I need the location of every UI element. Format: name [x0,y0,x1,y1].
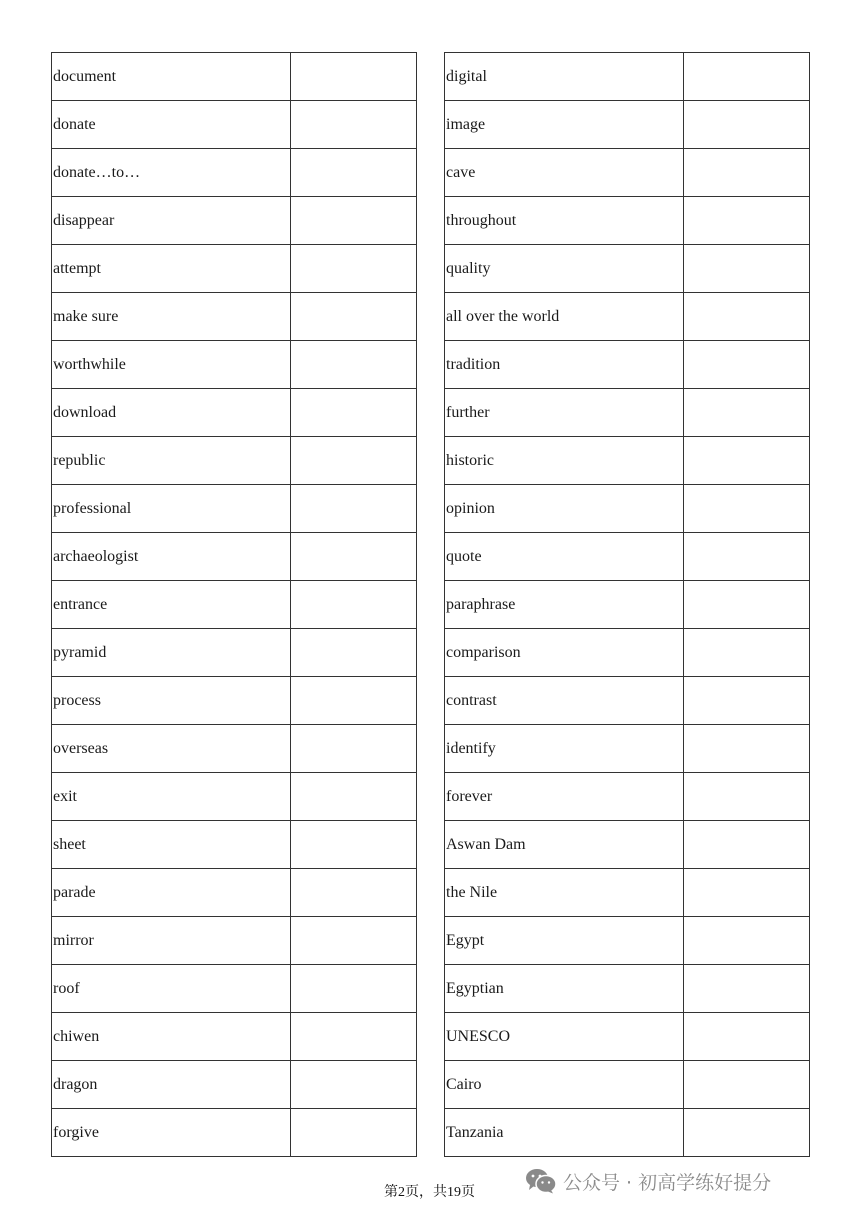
vocab-row [52,533,417,581]
answer-blank-cell [684,245,810,293]
vocab-word: Egyptian [445,965,684,1013]
vocab-row [52,917,417,965]
vocab-word: Cairo [445,1061,684,1109]
answer-blank-cell [291,821,417,869]
vocab-row [445,197,810,245]
vocab-word: mirror [52,917,291,965]
answer-blank-cell [291,389,417,437]
answer-blank-cell [291,533,417,581]
vocab-word: Aswan Dam [445,821,684,869]
vocab-word: digital [445,53,684,101]
answer-blank-cell [291,293,417,341]
vocab-word: parade [52,869,291,917]
vocab-row [445,53,810,101]
vocab-word: pyramid [52,629,291,677]
vocab-word: Tanzania [445,1109,684,1157]
answer-blank-cell [684,773,810,821]
answer-blank-cell [684,1061,810,1109]
answer-blank-cell [684,389,810,437]
answer-blank-cell [684,101,810,149]
vocab-row [445,965,810,1013]
vocab-row [445,1061,810,1109]
vocab-row [52,1013,417,1061]
answer-blank-cell [684,965,810,1013]
vocab-word: worthwhile [52,341,291,389]
answer-blank-cell [291,149,417,197]
vocab-row [52,677,417,725]
answer-blank-cell [291,581,417,629]
vocab-word: further [445,389,684,437]
answer-blank-cell [684,53,810,101]
vocab-row [445,389,810,437]
vocab-word: forgive [52,1109,291,1157]
vocab-row [52,965,417,1013]
vocab-word: dragon [52,1061,291,1109]
vocab-row [445,341,810,389]
vocab-row [52,485,417,533]
vocab-word: document [52,53,291,101]
vocab-row [445,917,810,965]
vocab-row [445,1109,810,1157]
vocab-word: opinion [445,485,684,533]
vocab-word: quote [445,533,684,581]
answer-blank-cell [291,677,417,725]
vocab-row [52,245,417,293]
answer-blank-cell [684,917,810,965]
vocab-word: donate…to… [52,149,291,197]
vocab-word: quality [445,245,684,293]
vocab-row [445,1013,810,1061]
vocab-row [52,293,417,341]
vocab-word: historic [445,437,684,485]
answer-blank-cell [684,341,810,389]
vocab-row [52,53,417,101]
vocab-row [445,629,810,677]
answer-blank-cell [684,1013,810,1061]
answer-blank-cell [291,53,417,101]
answer-blank-cell [291,1109,417,1157]
vocab-word: republic [52,437,291,485]
answer-blank-cell [291,1061,417,1109]
vocab-word: Egypt [445,917,684,965]
vocab-word: chiwen [52,1013,291,1061]
vocab-row [52,197,417,245]
vocab-row [445,821,810,869]
answer-blank-cell [291,773,417,821]
vocab-word: make sure [52,293,291,341]
answer-blank-cell [291,485,417,533]
vocab-word: donate [52,101,291,149]
answer-blank-cell [684,197,810,245]
vocab-row [445,293,810,341]
vocab-row [52,101,417,149]
vocab-word: identify [445,725,684,773]
vocab-row [52,1061,417,1109]
answer-blank-cell [291,341,417,389]
answer-blank-cell [684,869,810,917]
vocab-row [52,389,417,437]
page-number: 第2页，共19页 [384,1185,475,1200]
vocab-row [52,773,417,821]
vocab-word: all over the world [445,293,684,341]
vocab-row [52,581,417,629]
vocab-row [52,341,417,389]
answer-blank-cell [684,629,810,677]
vocab-row [445,101,810,149]
vocab-word: image [445,101,684,149]
vocab-word: entrance [52,581,291,629]
vocabulary-table-left [51,52,417,1157]
vocab-row [445,485,810,533]
vocab-word: disappear [52,197,291,245]
vocab-word: tradition [445,341,684,389]
answer-blank-cell [291,245,417,293]
answer-blank-cell [684,581,810,629]
answer-blank-cell [684,293,810,341]
vocab-word: exit [52,773,291,821]
answer-blank-cell [291,437,417,485]
vocab-row [445,725,810,773]
vocab-row [445,437,810,485]
vocab-word: overseas [52,725,291,773]
vocab-word: professional [52,485,291,533]
answer-blank-cell [291,197,417,245]
vocab-word: cave [445,149,684,197]
vocab-row [52,629,417,677]
watermark [525,1166,771,1196]
vocab-word: process [52,677,291,725]
vocab-row [52,149,417,197]
vocab-word: sheet [52,821,291,869]
wechat-icon [525,1168,557,1194]
vocab-row [445,677,810,725]
vocab-row [445,581,810,629]
vocab-row [445,773,810,821]
answer-blank-cell [684,821,810,869]
vocab-word: forever [445,773,684,821]
vocab-row [52,869,417,917]
answer-blank-cell [291,629,417,677]
vocab-row [445,149,810,197]
vocab-word: comparison [445,629,684,677]
vocab-row [52,725,417,773]
answer-blank-cell [684,437,810,485]
answer-blank-cell [291,869,417,917]
vocab-word: throughout [445,197,684,245]
answer-blank-cell [291,917,417,965]
vocab-row [52,437,417,485]
vocabulary-table-right [444,52,810,1157]
answer-blank-cell [291,1013,417,1061]
answer-blank-cell [291,965,417,1013]
answer-blank-cell [684,533,810,581]
vocab-word: the Nile [445,869,684,917]
vocab-word: download [52,389,291,437]
answer-blank-cell [684,1109,810,1157]
vocab-row [445,245,810,293]
vocab-word: roof [52,965,291,1013]
answer-blank-cell [684,725,810,773]
vocab-row [445,869,810,917]
vocab-row [52,1109,417,1157]
answer-blank-cell [291,725,417,773]
vocab-word: attempt [52,245,291,293]
answer-blank-cell [684,149,810,197]
vocab-word: UNESCO [445,1013,684,1061]
vocab-word: paraphrase [445,581,684,629]
vocab-word: archaeologist [52,533,291,581]
vocab-row [52,821,417,869]
answer-blank-cell [291,101,417,149]
vocab-row [445,533,810,581]
watermark-text: 公众号 · 初高学练好提分 [563,1171,772,1194]
vocab-word: contrast [445,677,684,725]
answer-blank-cell [684,485,810,533]
answer-blank-cell [684,677,810,725]
